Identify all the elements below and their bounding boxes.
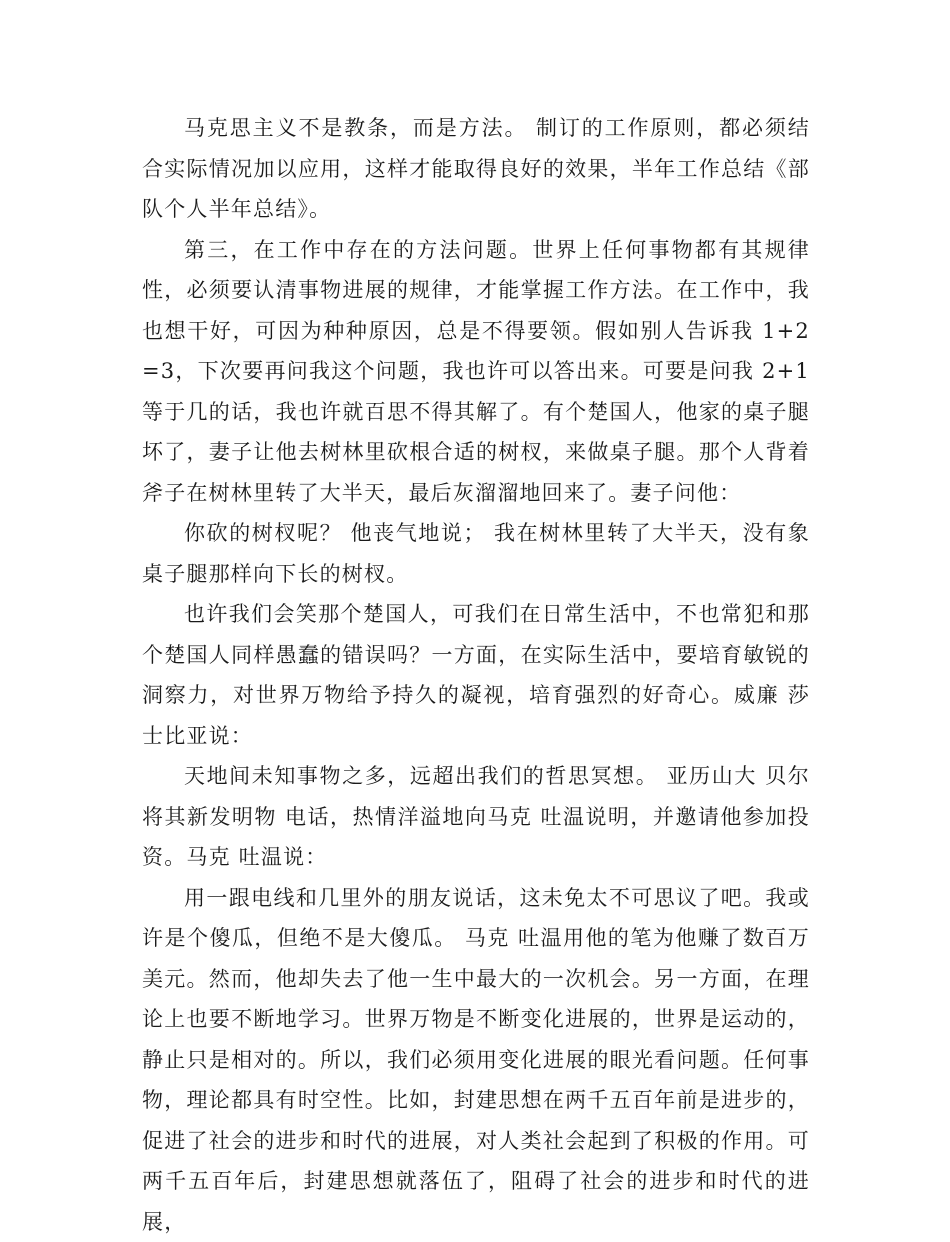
paragraph-2: 第三，在工作中存在的方法问题。世界上任何事物都有其规律性，必须要认清事物进展的规律，才能掌握工作方法。在工作中，我也想干好，可因为种种原因，总是不得要领。假如别人告诉我 1+2=3，下次要再问我这个问题，我也许可以答出来。可要是问我 2+1 等于几的话，我也许就百思不得其解了。有个楚国人，他家的桌子腿坏了，妻子让他去树林里砍根合适的树杈，来做桌子腿。那个人背着斧子在树林里转了大半天，最后灰溜溜地回来了。妻子问他： xyxy=(142,230,810,514)
paragraph-5: 天地间未知事物之多，远超出我们的哲思冥想。 亚历山大 贝尔将其新发明物 电话，热情洋溢地向马克 吐温说明，并邀请他参加投资。马克 吐温说： xyxy=(142,756,810,878)
paragraph-6: 用一跟电线和几里外的朋友说话，这未免太不可思议了吧。我或许是个傻瓜，但绝不是大傻瓜。 马克 吐温用他的笔为他赚了数百万美元。然而，他却失去了他一生中最大的一次机会。另一方面，在理论上也要不断地学习。世界万物是不断变化进展的，世界是运动的，静止只是相对的。所以，我们必须用变化进展的眼光看问题。任何事物，理论都具有时空性。比如，封建思想在两千五百年前是进步的，促进了社会的进步和时代的进展，对人类社会起到了积极的作用。可两千五百年后，封建思想就落伍了，阻碍了社会的进步和时代的进展， xyxy=(142,878,810,1242)
paragraph-3: 你砍的树杈呢？ 他丧气地说； 我在树林里转了大半天，没有象桌子腿那样向下长的树杈。 xyxy=(142,513,810,594)
paragraph-4: 也许我们会笑那个楚国人，可我们在日常生活中，不也常犯和那个楚国人同样愚蠢的错误吗？一方面，在实际生活中，要培育敏锐的洞察力，对世界万物给予持久的凝视，培育强烈的好奇心。威廉 莎士比亚说： xyxy=(142,594,810,756)
document-body xyxy=(142,108,810,1242)
paragraph-1: 马克思主义不是教条，而是方法。 制订的工作原则，都必须结合实际情况加以应用，这样才能取得良好的效果，半年工作总结《部队个人半年总结》。 xyxy=(142,108,810,230)
